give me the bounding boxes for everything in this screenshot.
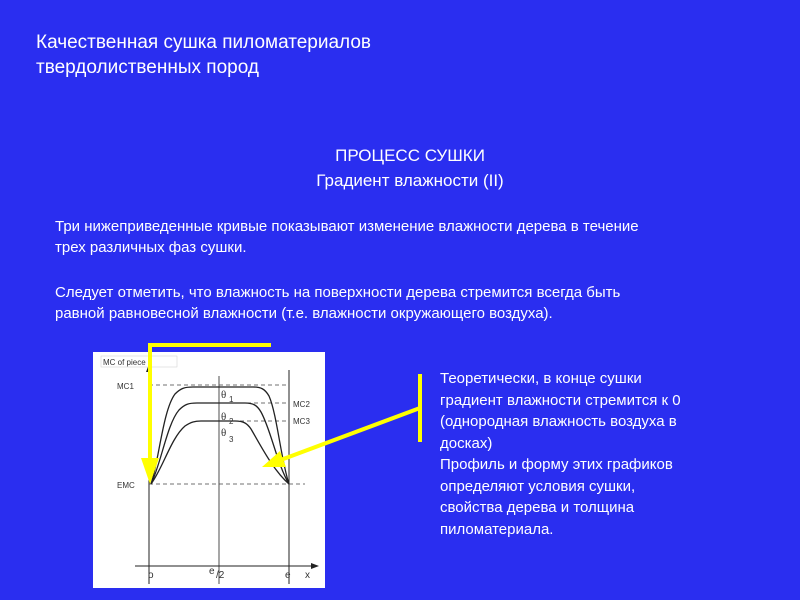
theta-2-label: θ [221,411,227,423]
explanation-line-1: Теоретически, в конце сушки [440,370,642,387]
x-half-div-label: /2 [216,570,225,581]
explanation-line-7: свойства дерева и толщина [440,499,635,516]
explanation-text [440,368,740,540]
title-line-1: ПРОЦЕСС СУШКИ [335,146,485,165]
x-half-e-label: e [209,566,215,577]
paragraph-2-line-1: Следует отметить, что влажность на поверхности дерева стремится всегда быть [55,284,621,301]
pointer-arrowhead [262,451,286,467]
pointer-arrow-shaft [278,408,420,461]
explanation-line-3: (однородная влажность воздуха в [440,413,677,430]
explanation-line-5: Профиль и форму этих графиков [440,456,673,473]
mc3-label: MC3 [293,417,310,426]
explanation-line-2: градиент влажности стремится к 0 [440,391,681,409]
mc1-label: MC1 [117,382,134,391]
x-e-label: e [285,570,291,581]
emc-label: EMC [117,481,135,490]
paragraph-1-line-1: Три нижеприведенные кривые показывают изменение влажности дерева в течение [55,218,639,235]
explanation-line-6: определяют условия сушки, [440,477,636,495]
mc2-label: MC2 [293,400,310,409]
theta-1-label: θ [221,389,227,401]
down-arrowhead [141,458,159,484]
header-line-1: Качественная сушка пиломатериалов [36,32,372,53]
theta-1-subscript: 1 [229,395,234,404]
paragraph-1-line-2: трех различных фаз сушки. [55,239,247,256]
explanation-line-4: досках) [440,434,493,452]
y-axis-label: MC of piece [103,358,146,367]
x-axis-label: x [305,570,310,581]
explanation-line-8: пиломатериала. [440,520,554,538]
x-origin-label: o [148,570,154,581]
theta-2-subscript: 2 [229,417,234,426]
theta-3-subscript: 3 [229,435,234,444]
header-line-2: твердолиственных пород [36,57,259,78]
title-line-2: Градиент влажности (II) [316,171,504,190]
paragraph-2-line-2: равной равновесной влажности (т.е. влажности окружающего воздуха). [55,305,553,322]
theta-3-label: θ [221,427,227,439]
